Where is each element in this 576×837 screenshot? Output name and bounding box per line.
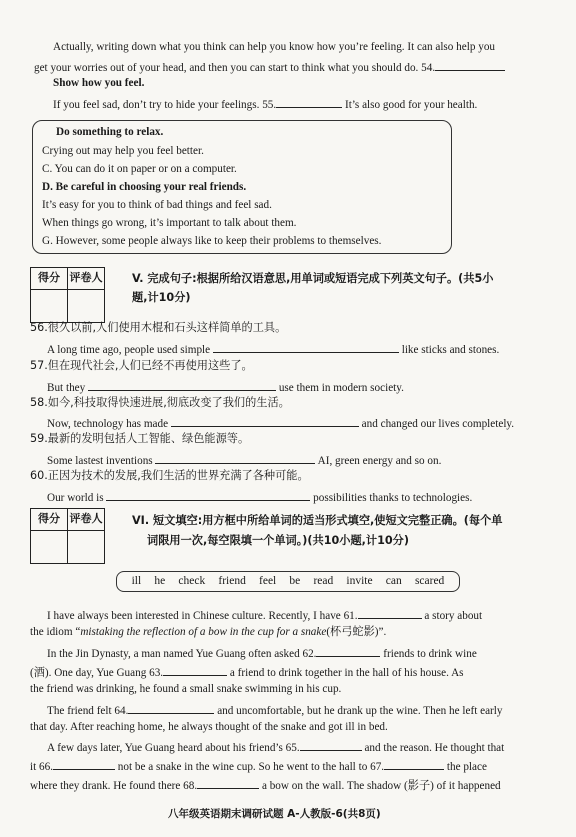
score-table [30,508,105,564]
passage-text: friends to drink wine [383,648,477,660]
word-bank-item: read [313,574,334,587]
passage-line [47,645,477,661]
word-bank-item: ill [131,574,142,587]
option-item: C. You can do it on paper or on a computer. [42,163,237,175]
question-number: 65. [285,742,300,754]
passage-line [30,626,386,639]
passage-line [30,664,464,680]
question-text: Some lastest inventions [47,455,153,467]
grader-label: 评卷人 [68,268,105,290]
passage-text: not be a snake in the wine cup. So he went to the hall to [117,761,368,773]
passage-text: get your worries out of your head, and then you can start to think what you should do. [34,62,419,74]
passage-text: and uncomfortable, but he drank up the wine. Then he left early [217,705,503,717]
score-label: 得分 [31,268,68,290]
passage-line: the friend was drinking, he found a small snake swimming in his cup. [30,683,342,695]
section-title: 题,计10分) [132,291,191,304]
question-number: 61. [343,610,358,622]
question-line [47,489,472,505]
question-text: A long time ago, people used simple [47,344,211,356]
passage-text: and the reason. He thought that [364,742,505,754]
grader-cell [68,290,105,323]
answer-blank[interactable] [163,664,227,676]
passage-text: where they drank. He found there [30,780,181,792]
answer-blank[interactable] [128,702,214,714]
passage-text: the idiom “ [30,626,81,638]
answer-blank[interactable] [435,59,505,71]
word-bank-item: invite [346,574,373,587]
answer-blank[interactable] [197,777,259,789]
score-cell [31,290,68,323]
passage-text: A few days later, Yue Guang heard about his friend’s [47,742,283,754]
answer-blank[interactable] [300,739,362,751]
question-text: Our world is [47,492,104,504]
question-text: use them in modern society. [278,382,404,394]
question-prompt: 60.正因为技术的发展,我们生活的世界充满了各种可能。 [30,469,309,482]
passage-text: In the Jin Dynasty, a man named Yue Guang often asked [47,648,300,660]
passage-text: It’s also good for your health. [344,99,478,111]
answer-blank[interactable] [384,758,444,770]
question-number: 63. [149,667,164,679]
idiom-text: mistaking the reflection of a bow in the cup for a snake [80,626,327,638]
question-prompt: 58.如今,科技取得快速进展,彻底改变了我们的生活。 [30,396,290,409]
passage-text: I have always been interested in Chinese culture. Recently, I have [47,610,341,622]
word-bank-item: he [154,574,166,587]
word-bank-item: scared [414,574,445,587]
section-title: V. 完成句子:根据所给汉语意思,用单词或短语完成下列英文句子。(共5小 [132,272,494,285]
answer-blank[interactable] [171,415,359,427]
passage-text: the place [446,761,487,773]
section-title: 词限用一次,每空限填一个单词。)(共10小题,计10分) [147,534,409,547]
passage-line [34,59,505,75]
passage-text: a story about [424,610,483,622]
passage-line [53,96,477,112]
word-bank [116,571,460,592]
option-item: G. However, some people always like to keep their problems to themselves. [42,235,382,247]
answer-blank[interactable] [213,341,399,353]
passage-text: a bow on the wall. The shadow (影子) of it happened [261,780,501,792]
word-bank-item: be [289,574,301,587]
question-number: 67. [370,761,385,773]
question-line [47,379,404,395]
passage-line: Actually, writing down what you think can help you know how you’re feeling. It can also help you [53,41,496,53]
passage-text: The friend felt [47,705,112,717]
question-prompt: 57.但在现代社会,人们已经不再使用这些了。 [30,359,253,372]
score-table [30,267,105,323]
question-number: 64. [114,705,129,717]
answer-blank[interactable] [53,758,115,770]
section-title: VI. 短文填空:用方框中所给单词的适当形式填空,使短文完整正确。(每个单 [132,514,503,527]
answer-blank[interactable] [106,489,310,501]
word-bank-item: friend [218,574,246,587]
question-number: 54. [421,62,436,74]
question-prompt: 56.很久以前,人们使用木棍和石头这样简单的工具。 [30,321,287,334]
passage-text: (酒). One day, Yue Guang [30,667,147,679]
question-line [47,415,514,431]
answer-blank[interactable] [276,96,342,108]
grader-cell [68,531,105,564]
question-text: and changed our lives completely. [361,418,515,430]
score-cell [31,531,68,564]
question-number: 62. [302,648,317,660]
word-bank-item: feel [259,574,277,587]
question-line [47,341,499,357]
question-text: possibilities thanks to technologies. [313,492,473,504]
question-text: But they [47,382,86,394]
page-footer: 八年级英语期末调研试题 A-人教版-6(共8页) [168,808,381,820]
question-prompt: 59.最新的发明包括人工智能、绿色能源等。 [30,432,250,445]
grader-label: 评卷人 [68,509,105,531]
passage-line [47,739,504,755]
passage-line [30,777,501,793]
word-bank-item: can [385,574,402,587]
question-line [47,452,441,468]
answer-blank[interactable] [155,452,315,464]
question-text: AI, green energy and so on. [317,455,442,467]
option-item: When things go wrong, it’s important to talk about them. [42,217,297,229]
passage-text: it [30,761,37,773]
question-number: 66. [39,761,53,773]
passage-line [47,607,482,623]
question-text: like sticks and stones. [401,344,500,356]
question-text: Now, technology has made [47,418,169,430]
option-item: Crying out may help you feel better. [42,145,204,157]
passage-text: If you feel sad, don’t try to hide your feelings. [53,99,260,111]
answer-blank[interactable] [316,645,380,657]
section-heading: Show how you feel. [53,77,145,89]
answer-blank[interactable] [358,607,422,619]
option-item: It’s easy for you to think of bad things and feel sad. [42,199,272,211]
word-bank-item: check [178,574,206,587]
question-number: 68. [183,780,198,792]
passage-text: a friend to drink together in the hall of his house. As [229,667,464,679]
answer-blank[interactable] [88,379,276,391]
passage-text: (杯弓蛇影)”. [326,626,387,638]
options-title: Do something to relax. [56,126,164,138]
passage-line [47,702,502,718]
passage-line: that day. After reaching home, he always thought of the snake and got ill in bed. [30,721,388,733]
score-label: 得分 [31,509,68,531]
passage-line [30,758,487,774]
question-number: 55. [262,99,277,111]
option-item: D. Be careful in choosing your real friends. [42,181,247,193]
